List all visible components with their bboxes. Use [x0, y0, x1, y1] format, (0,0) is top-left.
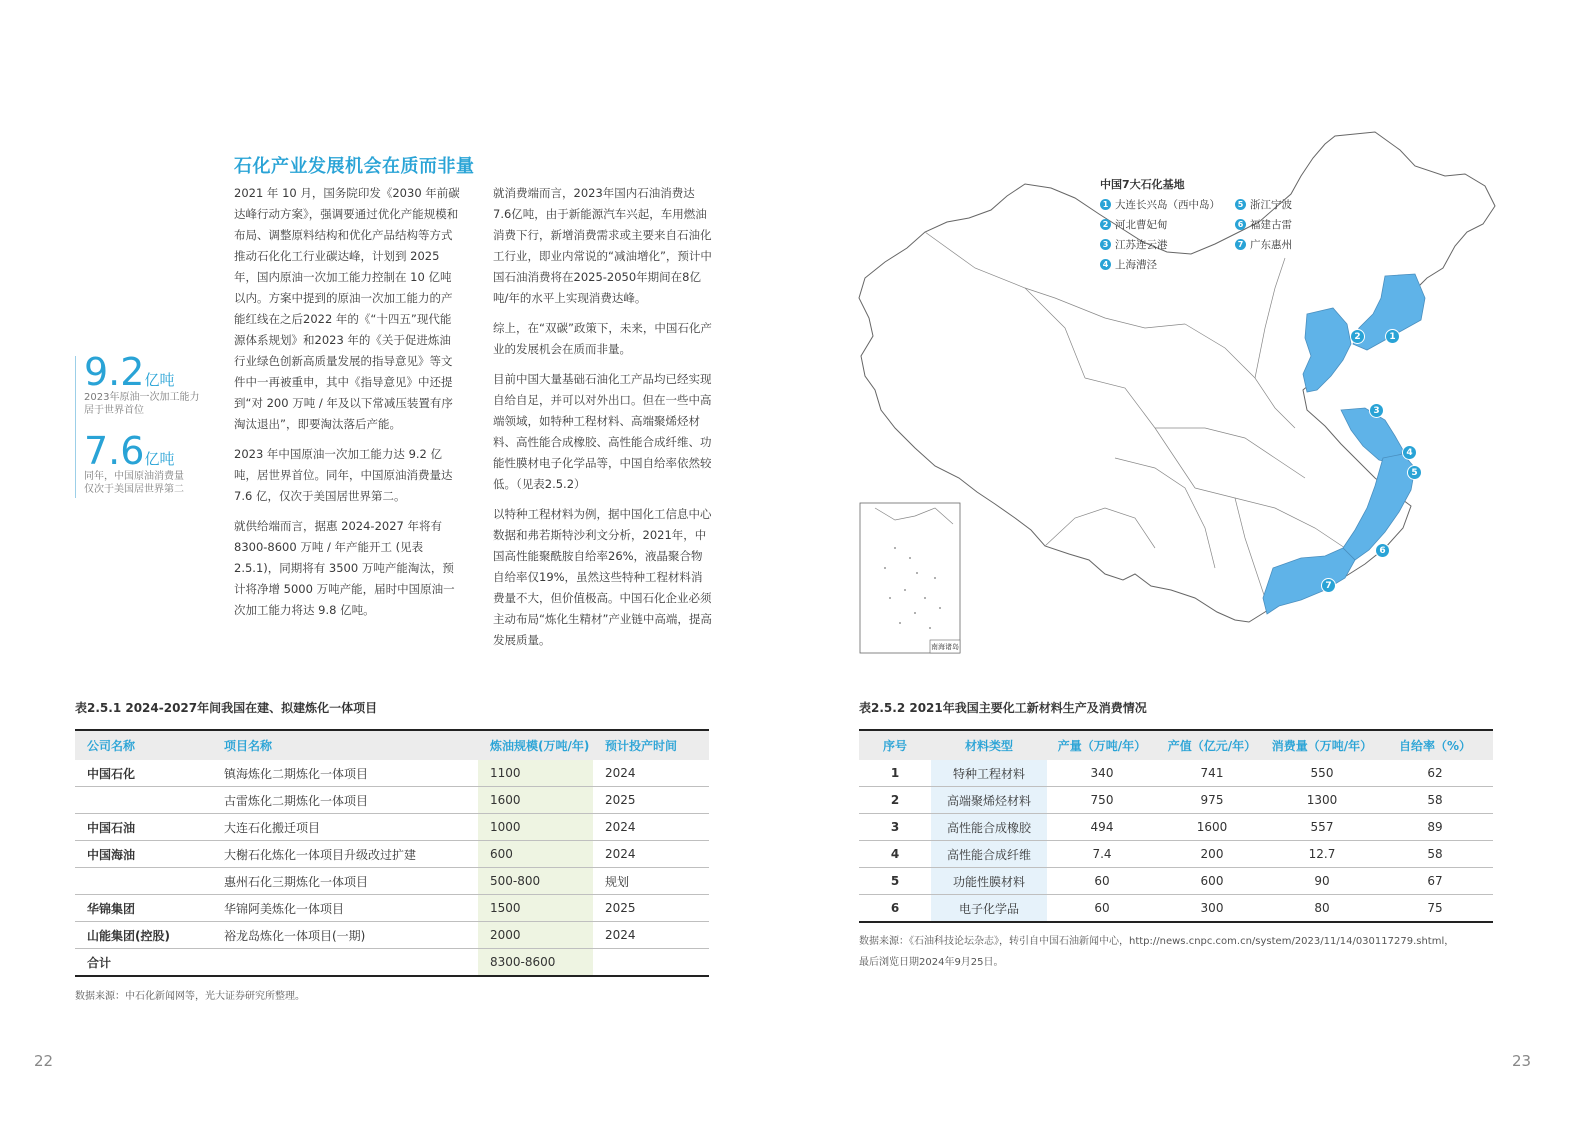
- index-cell: 4: [859, 841, 931, 868]
- scale-cell: 1000: [478, 814, 593, 841]
- stat-caption: 居于世界首位: [84, 405, 144, 416]
- legend-label: 江苏连云港: [1115, 238, 1168, 251]
- table-row: [859, 814, 1493, 841]
- column-header: 产值（亿元/年）: [1157, 730, 1267, 760]
- year-cell: 2024: [593, 814, 709, 841]
- project-cell: 镇海炼化二期炼化一体项目: [212, 760, 478, 787]
- consumption-cell: 1300: [1267, 787, 1377, 814]
- stat-number: 7.6: [84, 429, 145, 473]
- scale-cell: 2000: [478, 922, 593, 949]
- table-row: [859, 868, 1493, 895]
- value-cell: 975: [1157, 787, 1267, 814]
- paragraph: 就供给端而言，据惠 2024-2027 年将有 8300-8600 万吨 / 年产能开工 (见表 2.5.1)，同期将有 3500 万吨产能淘汰，预计将净增 5000 万吨产能，届时中国原油一次加工能力将达 9.8 亿吨。: [234, 519, 455, 617]
- rate-cell: 89: [1377, 814, 1493, 841]
- scale-cell: 1600: [478, 787, 593, 814]
- table-row: [75, 760, 709, 787]
- table2: [859, 729, 1493, 923]
- table1-caption: 表2.5.1 2024-2027年间我国在建、拟建炼化一体项目: [75, 701, 378, 715]
- column-header: 消费量（万吨/年）: [1267, 730, 1377, 760]
- stat-unit: 亿吨: [144, 371, 175, 389]
- table-row: [859, 841, 1493, 868]
- column-header: 项目名称: [212, 730, 478, 760]
- legend-number: 4: [1100, 259, 1111, 270]
- output-cell: 60: [1047, 868, 1157, 895]
- year-cell: 2024: [593, 841, 709, 868]
- stat-caption: 仅次于美国居世界第二: [84, 484, 184, 495]
- rate-cell: 67: [1377, 868, 1493, 895]
- material-cell: 高端聚烯烃材料: [931, 787, 1047, 814]
- project-cell: 古雷炼化二期炼化一体项目: [212, 787, 478, 814]
- stat-unit: 亿吨: [144, 450, 175, 468]
- legend-label: 浙江宁波: [1250, 198, 1292, 211]
- table-row: [75, 841, 709, 868]
- value-cell: 1600: [1157, 814, 1267, 841]
- table1-source: 数据来源：中石化新闻网等，光大证券研究所整理。: [75, 991, 305, 1002]
- base-marker-4: 4: [1402, 445, 1417, 460]
- column-header: 炼油规模(万吨/年): [478, 730, 593, 760]
- base-marker-6: 6: [1375, 543, 1390, 558]
- legend-item: [1235, 194, 1292, 214]
- table-row: [859, 760, 1493, 787]
- consumption-cell: 90: [1267, 868, 1377, 895]
- south-china-sea-inset: [860, 503, 960, 653]
- base-marker-5: 5: [1407, 465, 1422, 480]
- project-cell: [212, 949, 478, 977]
- material-cell: 功能性膜材料: [931, 868, 1047, 895]
- consumption-cell: 12.7: [1267, 841, 1377, 868]
- paragraph: 目前中国大量基础石油化工产品均已经实现自给自足，并可以对外出口。但在一些中高端领域，如特种工程材料、高端聚烯烃材料、高性能合成橡胶、高性能合成纤维、功能性膜材电子化学品等，中国自给率依然较低。（见表2.5.2）: [493, 372, 712, 491]
- year-cell: [593, 949, 709, 977]
- table-row: [75, 895, 709, 922]
- company-cell: 中国石化: [75, 760, 212, 787]
- legend-item: [1100, 234, 1220, 254]
- material-cell: 特种工程材料: [931, 760, 1047, 787]
- table2-source: [859, 931, 1454, 973]
- company-cell: 山能集团(控股): [75, 922, 212, 949]
- company-cell: 中国石油: [75, 814, 212, 841]
- legend-number: 7: [1235, 239, 1246, 250]
- company-cell: [75, 868, 212, 895]
- legend-label: 上海漕泾: [1115, 258, 1157, 271]
- table1: [75, 729, 709, 977]
- table-header-row: [859, 730, 1493, 760]
- consumption-cell: 557: [1267, 814, 1377, 841]
- rate-cell: 58: [1377, 787, 1493, 814]
- stat-caption: 2023年原油一次加工能力: [84, 392, 200, 403]
- section-title: 石化产业发展机会在质而非量: [234, 156, 475, 177]
- consumption-cell: 80: [1267, 895, 1377, 923]
- stat-caption: 同年，中国原油消费量: [84, 471, 184, 482]
- legend-label: 河北曹妃甸: [1115, 218, 1168, 231]
- table-header-row: [75, 730, 709, 760]
- scale-cell: 8300-8600: [478, 949, 593, 977]
- stat-number: 9.2: [84, 350, 145, 394]
- legend-item: [1100, 254, 1220, 274]
- table-row: [859, 787, 1493, 814]
- table2-caption: 表2.5.2 2021年我国主要化工新材料生产及消费情况: [859, 701, 1147, 715]
- table-row: [75, 868, 709, 895]
- value-cell: 200: [1157, 841, 1267, 868]
- article-column-2: [493, 183, 713, 660]
- paragraph: 2021 年 10 月，国务院印发《2030 年前碳达峰行动方案》，强调要通过优化产能规模和布局、调整原料结构和优化产品结构等方式推动石化化工行业碳达峰，计划到 2025 年，国内原油一次加工能力控制在 10 亿吨以内。方案中提到的原油一次加工能力的产能红线在之后2022 年的《“十四五”现代能源体系规划》和2023 年的《关于促进炼油行业绿色创新高质量发展的指导意见》等文件中一再被重申，其中《指导意见》中还提到“对 200 万吨 / 年及以下常减压装置有序淘汰退出”，即要淘汰落后产能。: [234, 186, 460, 431]
- project-cell: 华锦阿美炼化一体项目: [212, 895, 478, 922]
- map-legend-col-2: [1235, 194, 1292, 254]
- scale-cell: 1500: [478, 895, 593, 922]
- rate-cell: 62: [1377, 760, 1493, 787]
- page-number-right: 23: [1512, 1052, 1532, 1070]
- value-cell: 741: [1157, 760, 1267, 787]
- column-header: 序号: [859, 730, 931, 760]
- scale-cell: 1100: [478, 760, 593, 787]
- index-cell: 2: [859, 787, 931, 814]
- base-marker-3: 3: [1369, 403, 1384, 418]
- legend-item: [1100, 194, 1220, 214]
- material-cell: 高性能合成橡胶: [931, 814, 1047, 841]
- table-total-row: [75, 949, 709, 977]
- table-row: [75, 787, 709, 814]
- table-row: [75, 922, 709, 949]
- column-header: 材料类型: [931, 730, 1047, 760]
- year-cell: 规划: [593, 868, 709, 895]
- paragraph: 2023 年中国原油一次加工能力达 9.2 亿吨，居世界首位。同年，中国原油消费量达 7.6 亿，仅次于美国居世界第二。: [234, 447, 453, 503]
- legend-number: 1: [1100, 199, 1111, 210]
- output-cell: 340: [1047, 760, 1157, 787]
- legend-label: 大连长兴岛（西中岛）: [1115, 198, 1220, 211]
- legend-label: 广东惠州: [1250, 238, 1292, 251]
- table-row: [859, 895, 1493, 923]
- column-header: 产量（万吨/年）: [1047, 730, 1157, 760]
- output-cell: 750: [1047, 787, 1157, 814]
- legend-number: 5: [1235, 199, 1246, 210]
- project-cell: 裕龙岛炼化一体项目(一期): [212, 922, 478, 949]
- value-cell: 300: [1157, 895, 1267, 923]
- company-cell: 华锦集团: [75, 895, 212, 922]
- legend-item: [1100, 214, 1220, 234]
- column-header: 预计投产时间: [593, 730, 709, 760]
- source-line: 数据来源：《石油科技论坛杂志》，转引自中国石油新闻中心，http://news.cnpc.com.cn/system/2023/11/14/030117279.shtml，: [859, 936, 1455, 947]
- paragraph: 以特种工程材料为例，据中国化工信息中心数据和弗若斯特沙利文分析，2021年，中国高性能聚酰胺自给率26%，液晶聚合物自给率仅19%，虽然这些特种工程材料消费量不大，但价值极高。中国石化企业必须主动布局“炼化生精材”产业链中高端，提高发展质量。: [493, 507, 712, 647]
- legend-item: [1235, 234, 1292, 254]
- column-header: 公司名称: [75, 730, 212, 760]
- hebei-region: [1303, 308, 1351, 392]
- stat-divider: [75, 356, 76, 498]
- index-cell: 3: [859, 814, 931, 841]
- year-cell: 2025: [593, 787, 709, 814]
- project-cell: 大连石化搬迁项目: [212, 814, 478, 841]
- inset-label: 南海诸岛: [931, 643, 959, 651]
- project-cell: 大榭石化炼化一体项目升级改过扩建: [212, 841, 478, 868]
- project-cell: 惠州石化三期炼化一体项目: [212, 868, 478, 895]
- year-cell: 2024: [593, 922, 709, 949]
- column-header: 自给率（%）: [1377, 730, 1493, 760]
- legend-number: 6: [1235, 219, 1246, 230]
- index-cell: 1: [859, 760, 931, 787]
- legend-number: 2: [1100, 219, 1111, 230]
- scale-cell: 500-800: [478, 868, 593, 895]
- stat-block-capacity: [84, 350, 200, 417]
- table-row: [75, 814, 709, 841]
- scale-cell: 600: [478, 841, 593, 868]
- material-cell: 电子化学品: [931, 895, 1047, 923]
- source-line: 最后浏览日期2024年9月25日。: [859, 957, 1004, 968]
- page-number-left: 22: [34, 1052, 54, 1070]
- rate-cell: 75: [1377, 895, 1493, 923]
- year-cell: 2024: [593, 760, 709, 787]
- output-cell: 494: [1047, 814, 1157, 841]
- legend-label: 福建古雷: [1250, 218, 1292, 231]
- consumption-cell: 550: [1267, 760, 1377, 787]
- base-marker-2: 2: [1350, 329, 1365, 344]
- map-legend-col-1: [1100, 194, 1220, 274]
- base-marker-7: 7: [1321, 578, 1336, 593]
- base-marker-1: 1: [1385, 329, 1400, 344]
- material-cell: 高性能合成纤维: [931, 841, 1047, 868]
- output-cell: 60: [1047, 895, 1157, 923]
- year-cell: 2025: [593, 895, 709, 922]
- stat-block-consumption: [84, 429, 184, 496]
- article-column-1: [234, 183, 462, 630]
- paragraph: 就消费端而言，2023年国内石油消费达7.6亿吨，由于新能源汽车兴起，车用燃油消费下行，新增消费需求或主要来自石油化工行业，即业内常说的“减油增化”，预计中国石油消费将在2025-2050年期间在8亿吨/年的水平上实现消费达峰。: [493, 186, 712, 305]
- value-cell: 600: [1157, 868, 1267, 895]
- index-cell: 5: [859, 868, 931, 895]
- rate-cell: 58: [1377, 841, 1493, 868]
- output-cell: 7.4: [1047, 841, 1157, 868]
- company-cell: [75, 787, 212, 814]
- legend-number: 3: [1100, 239, 1111, 250]
- map-legend-title: 中国7大石化基地: [1100, 178, 1185, 191]
- legend-item: [1235, 214, 1292, 234]
- index-cell: 6: [859, 895, 931, 923]
- paragraph: 综上，在“双碳”政策下，未来，中国石化产业的发展机会在质而非量。: [493, 321, 712, 356]
- company-cell: 中国海油: [75, 841, 212, 868]
- company-cell: 合计: [75, 949, 212, 977]
